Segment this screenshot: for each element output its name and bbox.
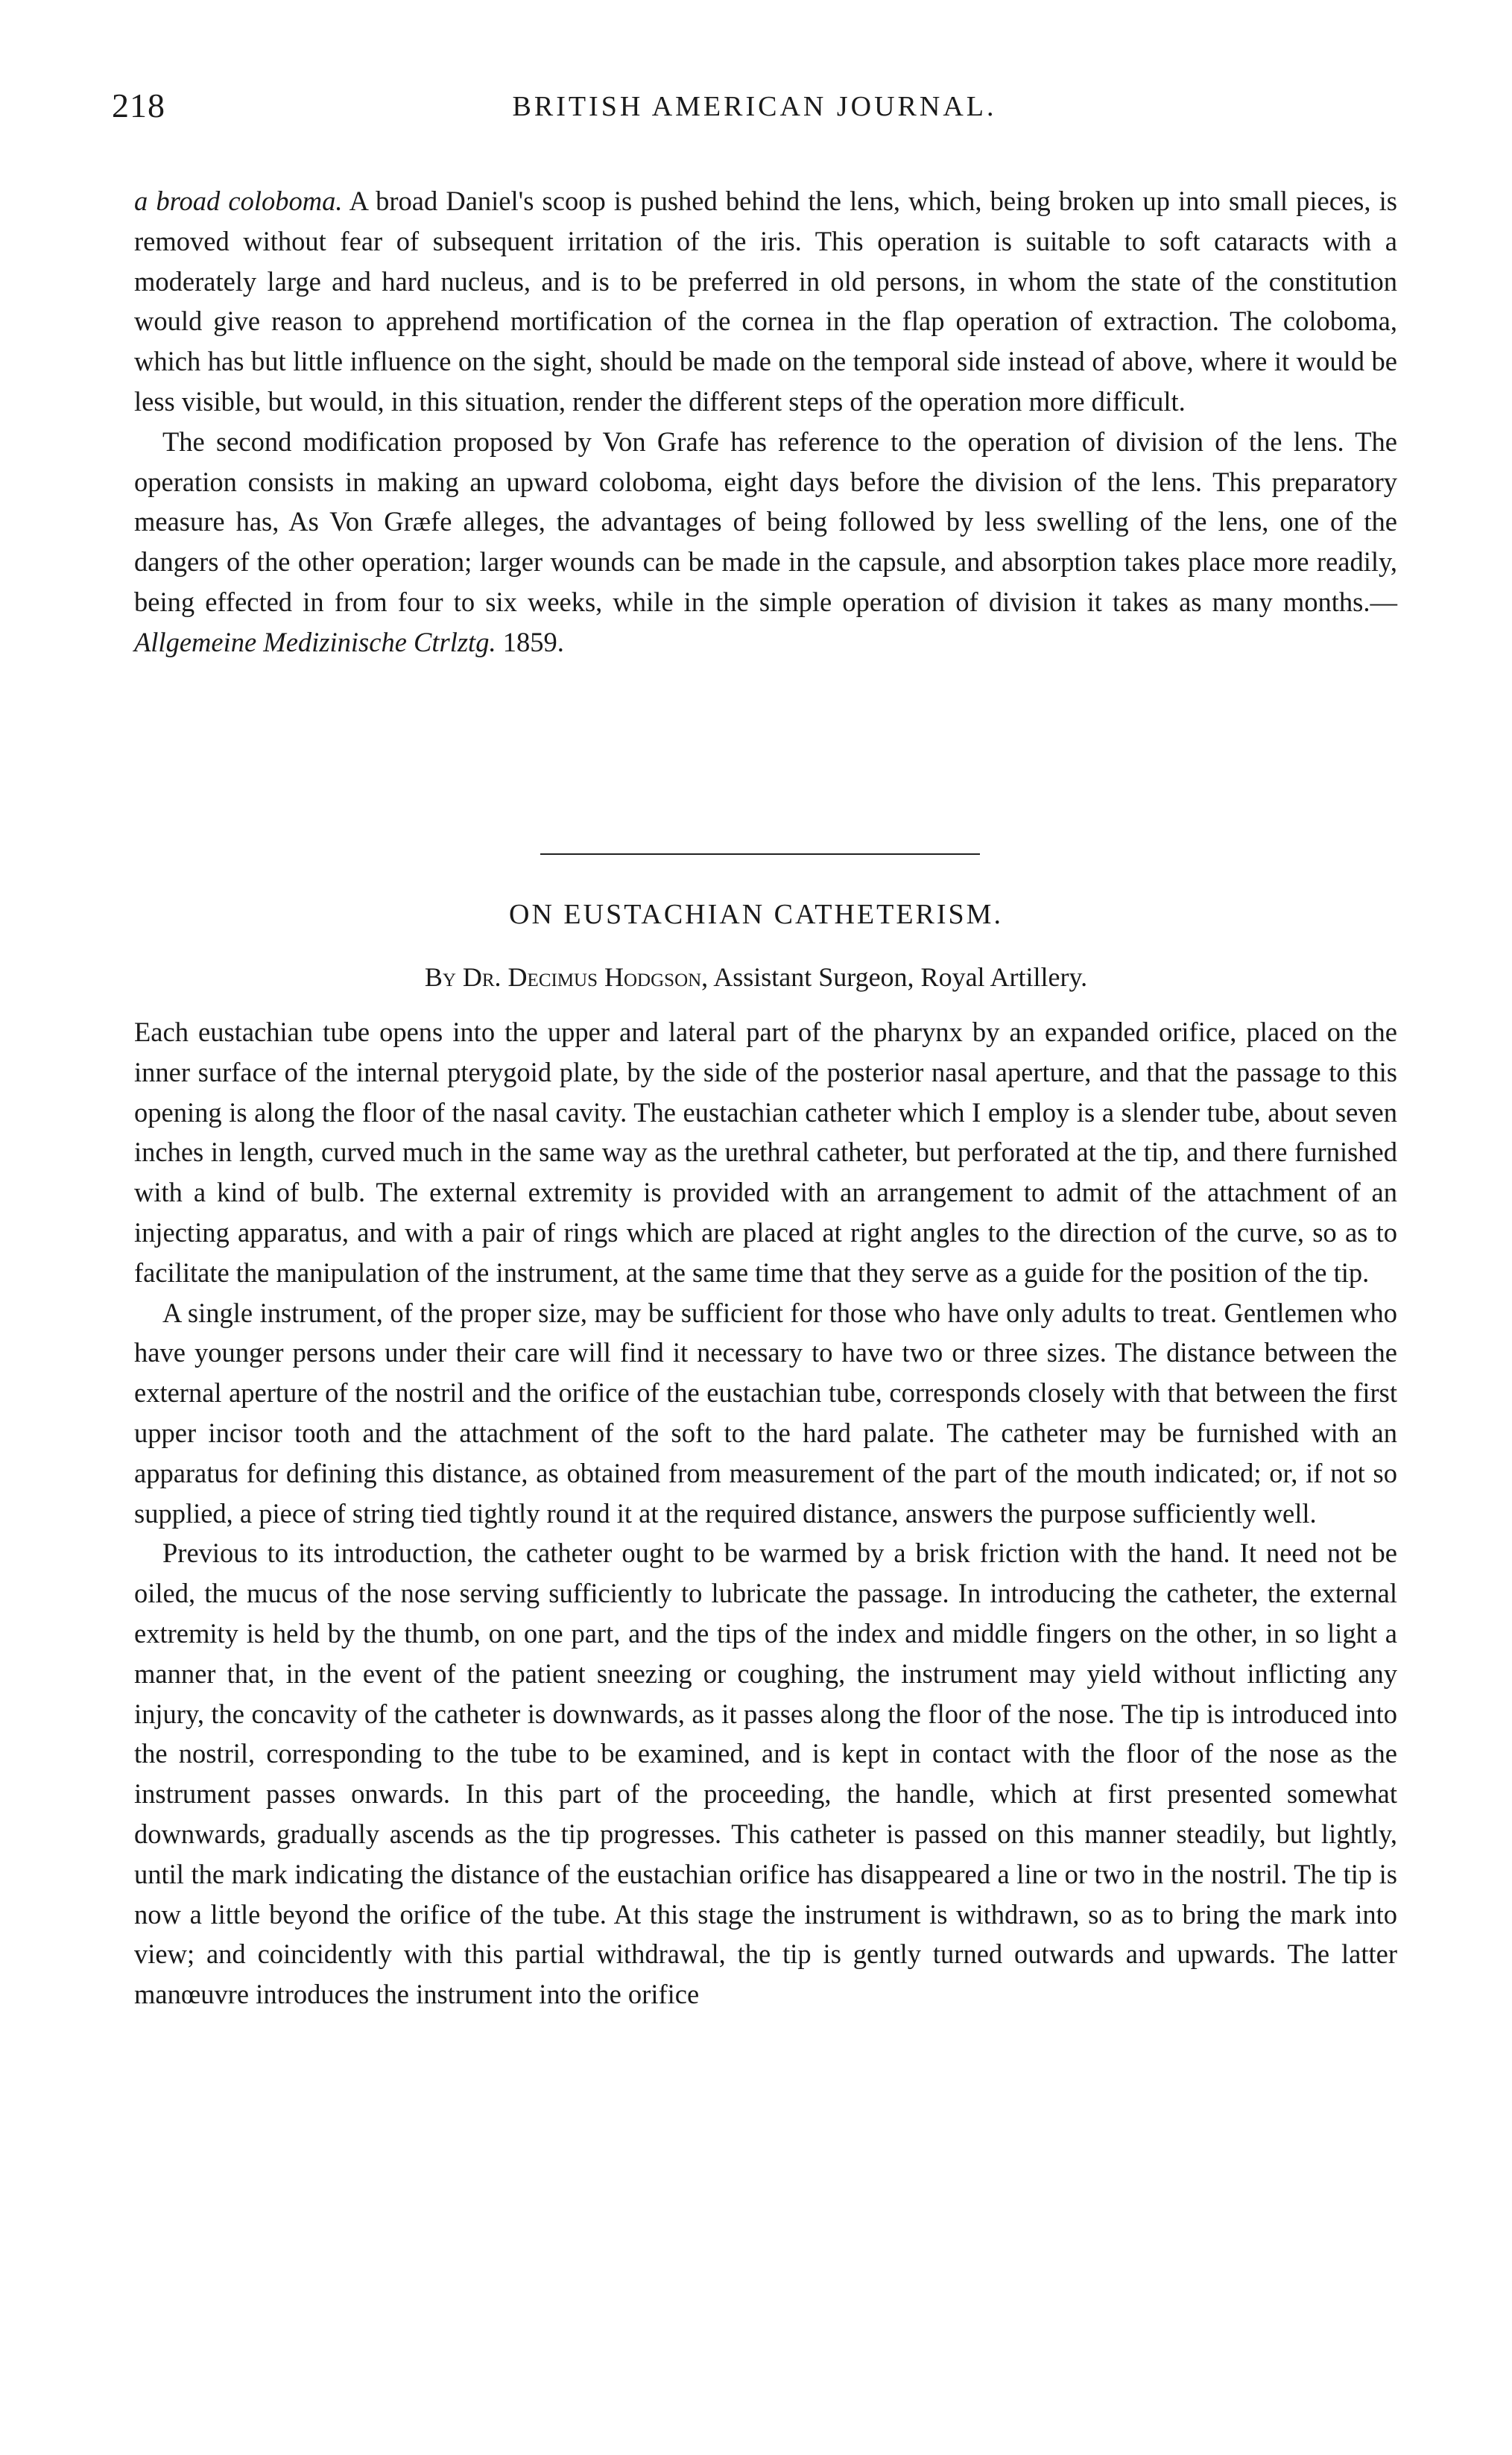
paragraph-text: A broad Daniel's scoop is pushed behind the lens, which, being broken up into small pieces, is removed without fear of subsequent irritation of the iris. This operation is suitable to soft cataracts with a moderately large and hard nucleus, and is to be preferred in old persons, in whom the state of the constitution would give reason to apprehend mortification of the cornea in the flap operation of extraction. The coloboma, which has but little influence on the sight, should be made on the temporal side instead of above, where it would be less visible, but would, in this situation, render the different steps of the operation more difficult.	[134, 186, 1397, 417]
first-article-continuation	[134, 181, 1397, 663]
citation-source: Allgemeine Medizinische Ctrlztg.	[134, 626, 496, 657]
paragraph: Each eustachian tube opens into the upper and lateral part of the pharynx by an expanded orifice, placed on the inner surface of the internal pterygoid plate, by the side of the posterior nasal aperture, and that the passage to this opening is along the floor of the nasal cavity. The eustachian catheter which I employ is a slender tube, about seven inches in length, curved much in the same way as the urethral catheter, but perforated at the tip, and there furnished with a kind of bulb. The external extremity is provided with an arrangement to admit of the attachment of an injecting apparatus, and with a pair of rings which are placed at right angles to the direction of the curve, so as to facilitate the manipulation of the instrument, at the same time that they serve as a guide for the position of the tip.	[134, 1017, 1397, 1288]
second-article-body	[134, 1012, 1397, 2015]
article-title: ON EUSTACHIAN CATHETERISM.	[509, 899, 1003, 930]
article-byline	[0, 961, 1512, 993]
lead-italic-phrase: a broad coloboma.	[134, 186, 343, 216]
running-head: BRITISH AMERICAN JOURNAL.	[512, 91, 997, 122]
page-number: 218	[112, 86, 165, 124]
citation-year: 1859.	[496, 626, 564, 657]
paragraph	[134, 181, 1397, 422]
paragraph: A single instrument, of the proper size, may be sufficient for those who have only adults to treat. Gentlemen who have younger persons under their care will find it necessary to have two or three sizes. The distance between the external aperture of the nostril and the orifice of the eustachian tube, corresponds closely with that between the first upper incisor tooth and the attachment of the soft to the hard palate. The catheter may be furnished with an apparatus for defining this distance, as obtained from measurement of the part of the mouth indicated; or, if not so supplied, a piece of string tied tightly round it at the required distance, answers the purpose sufficiently well.	[134, 1297, 1397, 1529]
paragraph-text: The second modification proposed by Von Grafe has reference to the operation of division of the lens. The operation consists in making an upward coloboma, eight days before the division of the lens. This preparatory measure has, As Von Græfe alleges, the advantages of being followed by less swelling of the lens, one of the dangers of the other operation; larger wounds can be made in the capsule, and absorption takes place more readily, being effected in from four to six weeks, while in the simple operation of division it takes as many months.—	[134, 426, 1397, 617]
author-name: By Dr. Decimus Hodgson,	[424, 962, 709, 992]
page-header	[112, 86, 1397, 130]
section-divider	[540, 853, 980, 855]
author-role: Assistant Surgeon, Royal Artillery.	[708, 962, 1088, 992]
paragraph	[134, 422, 1397, 663]
paragraph: Previous to its introduction, the catheter ought to be warmed by a brisk friction with the hand. It need not be oiled, the mucus of the nose serving sufficiently to lubricate the passage. In introducing the catheter, the external extremity is held by the thumb, on one part, and the tips of the index and middle fingers on the other, in so light a manner that, in the event of the patient sneezing or coughing, the instrument may yield without inflicting any injury, the concavity of the catheter is downwards, as it passes along the floor of the nose. The tip is introduced into the nostril, corresponding to the tube to be examined, and is kept in contact with the floor of the nose as the instrument passes onwards. In this part of the proceeding, the handle, which at first presented somewhat downwards, gradually ascends as the tip progresses. This catheter is passed on this manner steadily, but lightly, until the mark indicating the distance of the eustachian orifice has disappeared a line or two in the nostril. The tip is now a little beyond the orifice of the tube. At this stage the instrument is withdrawn, so as to bring the mark into view; and coincidently with this partial withdrawal, the tip is gently turned outwards and upwards. The latter manœuvre introduces the instrument into the orifice	[134, 1538, 1397, 2010]
